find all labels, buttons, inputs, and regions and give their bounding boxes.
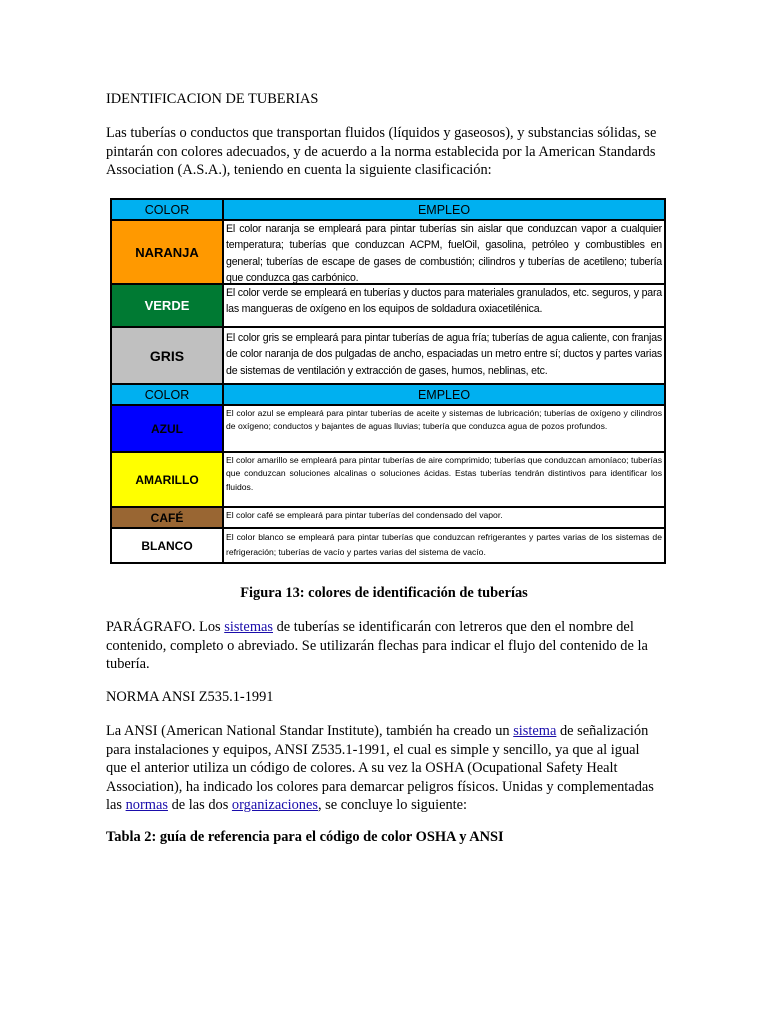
- doc-heading: IDENTIFICACION DE TUBERIAS: [106, 91, 319, 107]
- color-cell-cafe: CAFÉ: [112, 508, 222, 527]
- intro-paragraph: Las tuberías o conductos que transportan fluidos (líquidos y gaseosos), y substancias sólidas, se pintarán con colores adecuados, y de acuerdo a la norma establecida por la American Standards Association (A.S.A.), teniendo en cuenta la siguiente clasificación:: [106, 125, 657, 178]
- table-row-azul: [112, 406, 664, 451]
- sistema-link[interactable]: sistema: [513, 723, 557, 739]
- color-cell-blanco: BLANCO: [112, 529, 222, 562]
- header-use: EMPLEO: [224, 200, 664, 219]
- header2-color: COLOR: [112, 385, 222, 404]
- ansi-paragraph: [106, 722, 662, 815]
- paragrafo-text-1: PARÁGRAFO. Los: [106, 619, 225, 635]
- use-cell-cafe: El color café se empleará para pintar tuberías del condensado del vapor.: [224, 508, 664, 527]
- color-cell-naranja: NARANJA: [112, 221, 222, 283]
- table-row-naranja: [112, 221, 664, 283]
- table-row-blanco: [112, 529, 664, 562]
- color-cell-azul: AZUL: [112, 406, 222, 451]
- organizaciones-link[interactable]: organizaciones: [231, 797, 318, 813]
- use-cell-azul: El color azul se empleará para pintar tuberías de aceite y sistemas de lubricación; tuberías de oxígeno y cilindros de oxígeno; conductos y bajantes de aguas lluvias; tubería que conduzca agua de pozos profundos.: [224, 406, 664, 451]
- ansi-text-4: , se concluye lo siguiente:: [317, 797, 468, 813]
- use-cell-blanco: El color blanco se empleará para pintar tuberías que conduzcan refrigerantes y partes varias de los sistemas de refrigeración; tuberías de vacío y partes varias del sistema de vacío.: [224, 529, 664, 562]
- ansi-text-3: de las dos: [167, 797, 232, 813]
- normas-link[interactable]: normas: [125, 797, 168, 813]
- paragrafo-text-2: de tuberías se identificarán con letreros que den el nombre del contenido, completo o abreviado. Se utilizarán flechas para indicar el flujo del contenido de la tubería.: [106, 619, 648, 672]
- use-cell-gris: El color gris se empleará para pintar tuberías de agua fría; tuberías de agua caliente, con franjas de color naranja de dos pulgadas de ancho, espaciadas un metro entre sí; ductos y partes varias de sistemas de ventilación y extracción de gases, humos, neblinas, etc.: [224, 328, 664, 383]
- use-cell-amarillo: El color amarillo se empleará para pintar tuberías de aire comprimido; tuberías que conduzcan amoníaco; tuberías que conduzcan soluciones alcalinas o soluciones ácidas. Estas tuberías tendrán distintivos para identificar los fluidos.: [224, 453, 664, 506]
- header2-use: EMPLEO: [224, 385, 664, 404]
- table-row-cafe: [112, 508, 664, 527]
- ansi-text-2: de señalización para instalaciones y equipos, ANSI Z535.1-1991, el cual es simple y sencillo, ya que al igual que el anterior utiliza un código de colores. A su vez la OSHA (Ocupational Safety Healt Association), ha indicado los colores para demarcar peligros físicos. Unidas y complementadas las: [106, 723, 654, 813]
- use-cell-naranja: El color naranja se empleará para pintar tuberías sin aislar que conduzcan vapor a cualquier temperatura; tuberías que conduzcan ACPM, fuelOil, gasolina, petróleo y combustibles en general; tuberías de escape de gases de combustión; cilindros y tuberías de acetileno; tubería que conduzca gas carbónico.: [226, 223, 662, 283]
- table-row-amarillo: [112, 453, 664, 506]
- use-cell-verde: El color verde se empleará en tuberías y ductos para materiales granulados, etc. seguros, y para las mangueras de oxígeno en los equipos de soldadura oxiacetilénica.: [224, 285, 664, 326]
- figure-caption: Figura 13: colores de identificación de tuberías: [240, 585, 528, 601]
- table-row-verde: [112, 285, 664, 326]
- pipe-color-table: [110, 198, 666, 564]
- header-color: COLOR: [112, 200, 222, 219]
- sistemas-link[interactable]: sistemas: [224, 619, 273, 635]
- color-cell-gris: GRIS: [112, 328, 222, 383]
- color-cell-amarillo: AMARILLO: [112, 453, 222, 506]
- color-cell-verde: VERDE: [112, 285, 222, 326]
- table-header-row: [112, 200, 664, 219]
- ansi-text-1: La ANSI (American National Standar Institute), también ha creado un: [106, 723, 514, 739]
- table-header-row-2: [112, 385, 664, 404]
- norma-heading: NORMA ANSI Z535.1-1991: [106, 689, 274, 705]
- table-row-gris: [112, 328, 664, 383]
- paragrafo-paragraph: [106, 618, 662, 674]
- table2-caption: Tabla 2: guía de referencia para el código de color OSHA y ANSI: [106, 829, 504, 845]
